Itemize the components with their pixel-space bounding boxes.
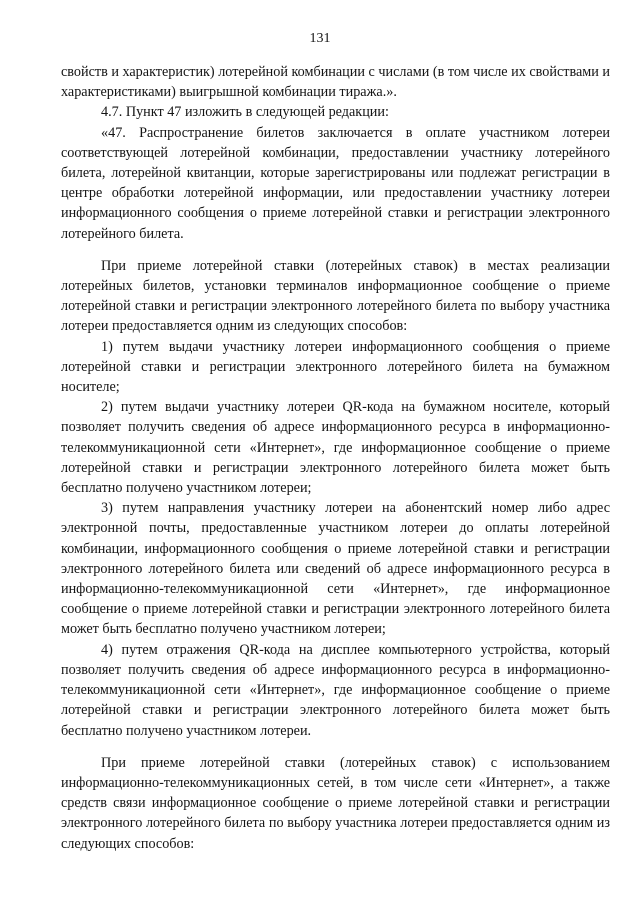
- paragraph-point-47: «47. Распространение билетов заключается в оплате участником лотереи соответствующей лотерейной комбинации, предоставлении участнику лотерейного билета, лотерейной квитанции, которые зарегистрированы или подлежат регистрации в центре обработки лотерейной информации, или предоставлении участнику лотереи информационного сообщения о приеме лотерейной ставки и регистрации электронного лотерейного билета.: [61, 124, 610, 242]
- paragraph-method-3: 3) путем направления участнику лотереи на абонентский номер либо адрес электронной почты, предоставленные участником лотереи до оплаты лотерейной комбинации, информационного сообщения о приеме лотерейной ставки и регистрации электронного лотерейного билета или сведений об адресе информационного ресурса в информационно-телекоммуникационной сети «Интернет», где информационное сообщение о приеме лотерейной ставки и регистрации электронного лотерейного билета может быть бесплатно получено участником лотереи;: [61, 500, 610, 638]
- paragraph-method-4: 4) путем отражения QR-кода на дисплее компьютерного устройства, который позволяет получить сведения об адресе информационного ресурса в информационно-телекоммуникационной сети «Интернет», где информационное сообщение о приеме лотерейной ставки и регистрации электронного лотерейного билета может быть бесплатно получено участником лотереи.: [61, 641, 610, 739]
- paragraph-method-2: 2) путем выдачи участнику лотереи QR-кода на бумажном носителе, который позволяет получить сведения об адресе информационного ресурса в информационно-телекоммуникационной сети «Интернет», где информационное сообщение о приеме лотерейной ставки и регистрации электронного лотерейного билета может быть бесплатно получено участником лотереи;: [61, 399, 610, 497]
- paragraph-ticket-sales-points: При приеме лотерейной ставки (лотерейных ставок) в местах реализации лотерейных билетов, установки терминалов информационное сообщение о приеме лотерейной ставки и регистрации электронного лотерейного билета по выбору участника лотереи предоставляется одним из следующих способов:: [61, 257, 610, 335]
- page-number: 131: [309, 31, 331, 46]
- paragraph-continuation: свойств и характеристик) лотерейной комбинации с числами (в том числе их свойствами и характеристиками) выигрышной комбинации тиража.».: [61, 64, 610, 101]
- paragraph-internet-sales: При приеме лотерейной ставки (лотерейных ставок) с использованием информационно-телекоммуникационных сетей, в том числе сети «Интернет», а также средств связи информационное сообщение о приеме лотерейной ставки и регистрации электронного лотерейного билета по выбору участника лотереи предоставляется одним из следующих способов:: [61, 754, 610, 852]
- paragraph-method-1: 1) путем выдачи участнику лотереи информационного сообщения о приеме лотерейной ставки и регистрации электронного лотерейного билета на бумажном носителе;: [61, 338, 610, 396]
- document-body: [61, 62, 610, 854]
- paragraph-amendment-4-7: 4.7. Пункт 47 изложить в следующей редакции:: [101, 104, 389, 121]
